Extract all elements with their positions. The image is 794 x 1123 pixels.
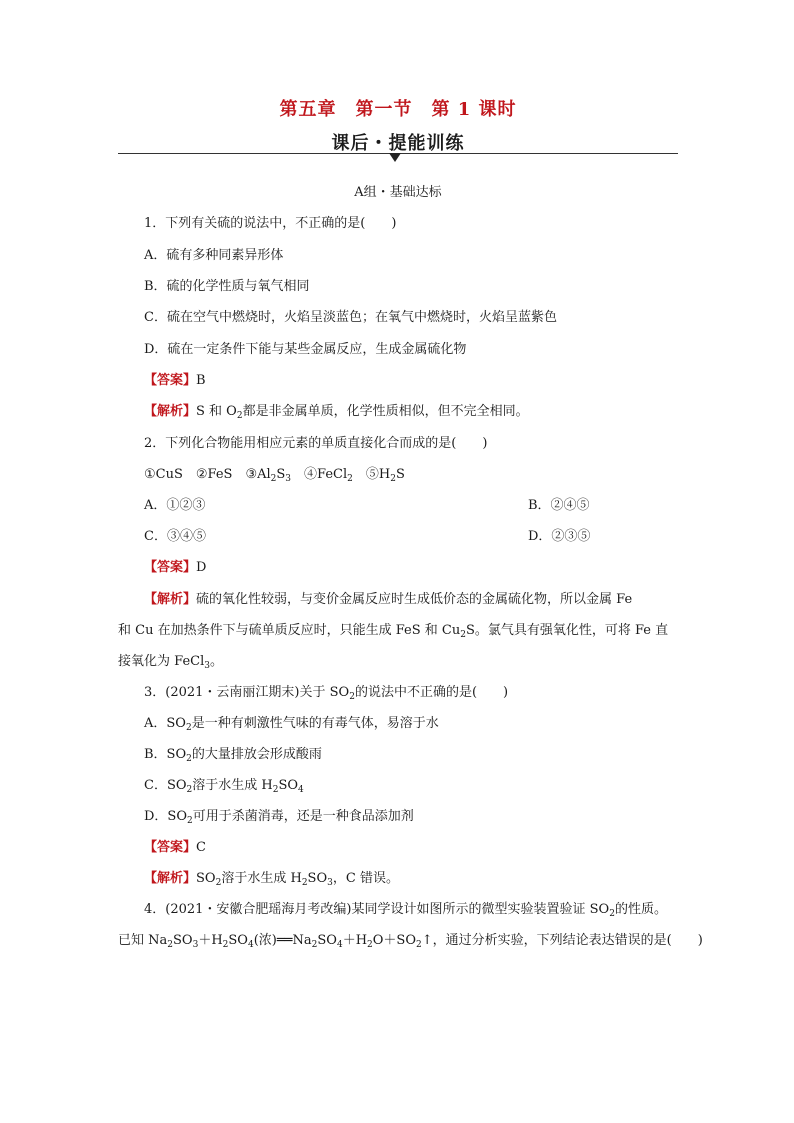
analysis-tag: 【解析】 (144, 592, 197, 607)
q1-option-d: D．硫在一定条件下能与某些金属反应，生成金属硫化物 (144, 342, 467, 357)
page-subtitle: 课后・提能训练 (331, 133, 465, 154)
chapter-title: 第五章 第一节 第 1 课时 (279, 99, 517, 120)
q3-option-b: B．$SO_2$的大量排放会形成酸雨 (144, 747, 322, 764)
q3-option-a: A．$SO_2$是一种有刺激性气味的有毒气体，易溶于水 (144, 716, 439, 733)
q3-answer (118, 838, 704, 858)
triangle-marker-icon (389, 153, 401, 162)
q2-answer (118, 558, 704, 578)
q1-stem: 1．下列有关硫的说法中，不正确的是( ) (144, 216, 397, 231)
q2-options-row2 (118, 527, 704, 547)
q2-stem: 2．下列化合物能用相应元素的单质直接化合而成的是( ) (144, 436, 488, 451)
q2-option-a: A．①②③ (144, 498, 206, 513)
q1-analysis: 【解析】S 和 $O_2$都是非金属单质，化学性质相似，但不完全相同。 (144, 404, 529, 421)
q3-analysis: 【解析】$SO_2$溶于水生成 $H_2SO_3$，C 错误。 (144, 871, 399, 888)
q1-option-a: A．硫有多种同素异形体 (144, 248, 284, 263)
q4-stem-line1: 4．(2021・安徽合肥瑶海月考改编)某同学设计如图所示的微型实验装置验证 $SO_2$的性质。 (144, 902, 667, 919)
q2-analysis-line1: 【解析】硫的氧化性较弱，与变价金属反应时生成低价态的金属硫化物，所以金属 Fe (144, 592, 633, 607)
q4-stem-line2: 已知 $Na_2SO_3+H_2SO_4$(浓)$══Na_2SO_4+H_2O+SO_2↑$，通过分析实验，下列结论表达错误的是( ) (118, 933, 703, 950)
q1-option-c: C．硫在空气中燃烧时，火焰呈淡蓝色；在氧气中燃烧时，火焰呈蓝紫色 (144, 310, 557, 325)
q1-option-b: B．硫的化学性质与氧气相同 (144, 279, 310, 294)
answer-tag: 【答案】 (144, 560, 197, 575)
q2-option-b: B．②④⑤ (528, 498, 590, 513)
q2-analysis-line2: 和 Cu 在加热条件下与硫单质反应时，只能生成 FeS 和 $Cu_2S$。氯气具有强氧化性，可将 Fe 直 (118, 623, 669, 640)
analysis-tag: 【解析】 (144, 871, 197, 886)
q2-option-d: D．②③⑤ (528, 529, 591, 544)
q2-option-c: C．③④⑤ (144, 529, 206, 544)
analysis-tag: 【解析】 (144, 404, 197, 419)
q3-answer-value: C (196, 840, 206, 855)
q2-options-row1 (118, 496, 704, 516)
q2-analysis-line3: 接氧化为 FeCl$_3$。 (118, 654, 223, 671)
answer-tag: 【答案】 (144, 373, 197, 388)
q3-stem: 3．(2021・云南丽江期末)关于 $SO_2$的说法中不正确的是( ) (144, 685, 509, 702)
answer-tag: 【答案】 (144, 840, 197, 855)
q3-option-d: D．$SO_2$可用于杀菌消毒，还是一种食品添加剂 (144, 809, 414, 826)
q1-answer (118, 371, 704, 391)
q1-answer-value: B (196, 373, 206, 388)
section-title: A组・基础达标 (354, 185, 442, 200)
q2-answer-value: D (196, 560, 207, 575)
q2-items: ①CuS ②FeS $③Al_2S_3$ ④FeCl$_2$ $⑤H_2S$ (144, 467, 405, 484)
q3-option-c: C．$SO_2$溶于水生成 $H_2SO_4$ (144, 778, 304, 795)
